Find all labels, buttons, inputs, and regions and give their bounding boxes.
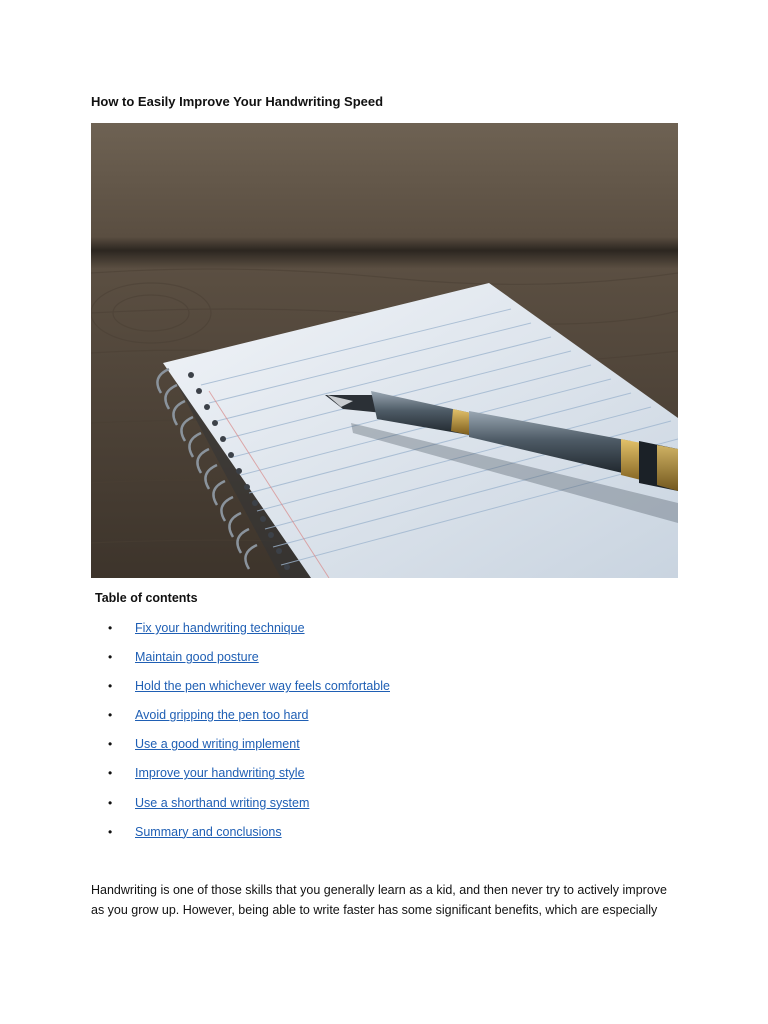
bullet: • xyxy=(108,708,113,723)
bullet: • xyxy=(108,679,113,694)
toc-link-gripping[interactable]: Avoid gripping the pen too hard xyxy=(135,708,309,723)
page-title: How to Easily Improve Your Handwriting Speed xyxy=(91,94,384,109)
bullet: • xyxy=(108,650,113,665)
toc-link-fix-technique[interactable]: Fix your handwriting technique xyxy=(135,621,305,635)
toc-link-hold-pen[interactable]: Hold the pen whichever way feels comfortable xyxy=(135,679,390,694)
toc-link-posture[interactable]: Maintain good posture xyxy=(135,650,259,665)
toc-link-shorthand[interactable]: Use a shorthand writing system xyxy=(135,795,310,810)
paragraph-line: as you grow up. However, being able to write faster has some significant benefits, which are especially xyxy=(91,903,658,917)
bullet: • xyxy=(108,824,113,839)
toc-link-summary[interactable]: Summary and conclusions xyxy=(135,824,282,839)
paragraph-line: Handwriting is one of those skills that you generally learn as a kid, and then never try to actively improve xyxy=(91,883,667,897)
toc-link-writing-implement[interactable]: Use a good writing implement xyxy=(135,737,300,752)
hero-photo xyxy=(91,123,678,578)
bullet: • xyxy=(108,737,113,752)
bullet: • xyxy=(108,766,113,781)
toc-heading: Table of contents xyxy=(95,591,198,605)
intro-paragraph xyxy=(91,880,691,920)
bullet: • xyxy=(108,621,113,635)
bullet: • xyxy=(108,795,113,810)
toc-link-handwriting-style[interactable]: Improve your handwriting style xyxy=(135,766,305,781)
